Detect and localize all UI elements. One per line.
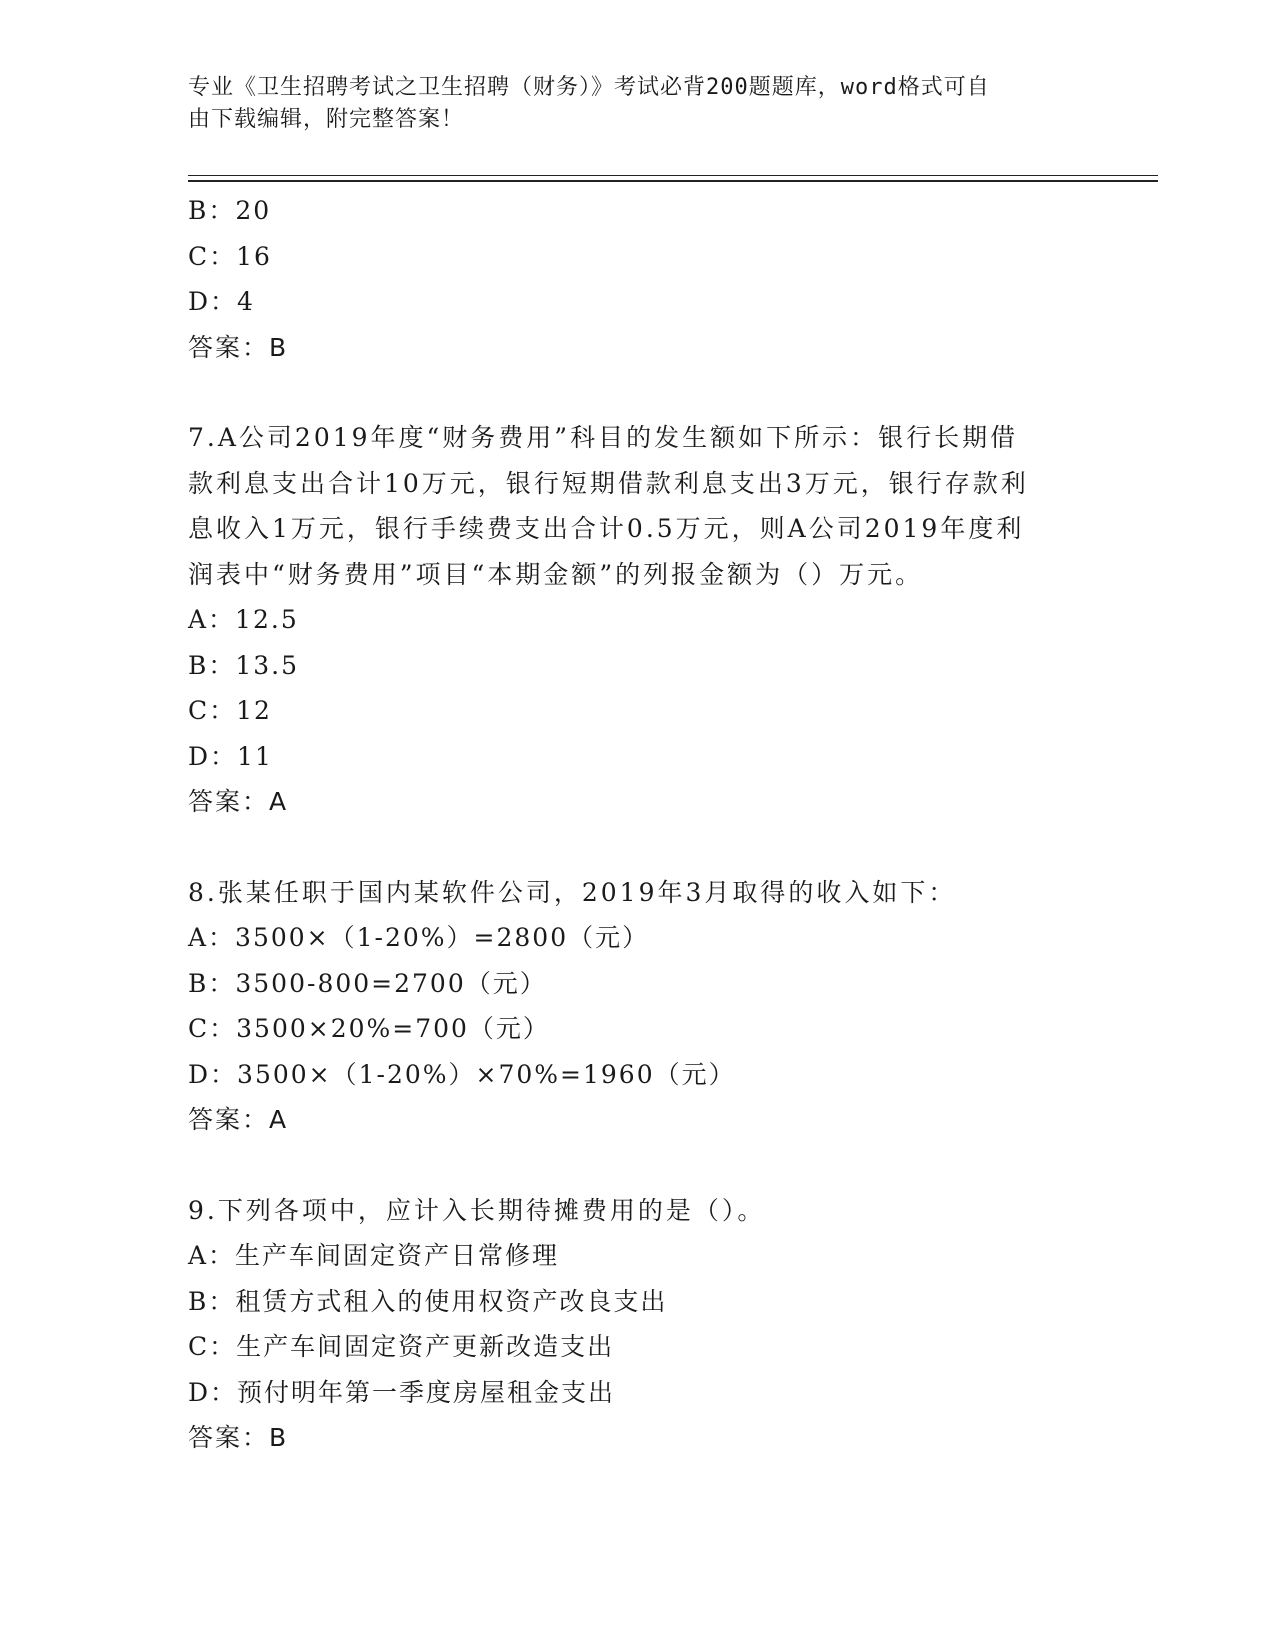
option-b: B：13.5	[188, 650, 300, 680]
question-stem-line: 息收入1万元，银行手续费支出合计0.5万元，则A公司2019年度利	[188, 514, 1025, 543]
question-spacer	[188, 825, 1088, 870]
option-c: C：12	[188, 696, 272, 725]
question-stem-line: 润表中“财务费用”项目“本期金额”的列报金额为（）万元。	[188, 559, 924, 589]
question-9	[188, 1188, 1088, 1461]
option-d: D：11	[188, 741, 273, 771]
answer-line: 答案：A	[188, 1105, 289, 1134]
option-c: C：3500×20%=700（元）	[188, 1014, 550, 1043]
header-divider-thin	[188, 175, 1158, 176]
question-7	[188, 415, 1088, 825]
answer-line: 答案：A	[188, 787, 289, 816]
question-6-continued	[188, 188, 1088, 370]
option-a: A：12.5	[188, 605, 299, 634]
header-title-line-1: 专业《卫生招聘考试之卫生招聘（财务）》考试必背200题题库，word格式可自	[188, 75, 990, 100]
header-divider-thick	[188, 180, 1158, 182]
header-title-line-2: 由下载编辑，附完整答案！	[188, 107, 465, 132]
document-header	[188, 72, 1068, 136]
question-stem-line: 款利息支出合计10万元，银行短期借款利息支出3万元，银行存款利	[188, 468, 1029, 498]
question-spacer	[188, 370, 1088, 415]
question-stem-line: 8.张某任职于国内某软件公司，2019年3月取得的收入如下：	[188, 877, 957, 907]
option-b: B：3500-800=2700（元）	[188, 968, 547, 998]
question-8	[188, 870, 1088, 1143]
option-b: B：租赁方式租入的使用权资产改良支出	[188, 1286, 668, 1316]
option-d: D：4	[188, 287, 255, 316]
answer-line: 答案：B	[188, 332, 289, 362]
option-b: B：20	[188, 196, 272, 225]
question-spacer	[188, 1143, 1088, 1188]
question-stem	[188, 1188, 1088, 1234]
option-c: C：生产车间固定资产更新改造支出	[188, 1332, 615, 1361]
option-c: C：16	[188, 241, 272, 271]
option-a: A：生产车间固定资产日常修理	[188, 1241, 560, 1270]
answer-line: 答案：B	[188, 1423, 289, 1452]
question-stem	[188, 415, 1088, 597]
question-stem-line: 7.A公司2019年度“财务费用”科目的发生额如下所示：银行长期借	[188, 423, 1019, 452]
question-stem	[188, 870, 1088, 916]
question-list	[188, 188, 1088, 1461]
option-d: D：3500×（1-20%）×70%=1960（元）	[188, 1059, 736, 1089]
option-a: A：3500×（1-20%）=2800（元）	[188, 923, 650, 952]
option-d: D：预付明年第一季度房屋租金支出	[188, 1377, 616, 1407]
question-stem-line: 9.下列各项中，应计入长期待摊费用的是（）。	[188, 1195, 766, 1225]
